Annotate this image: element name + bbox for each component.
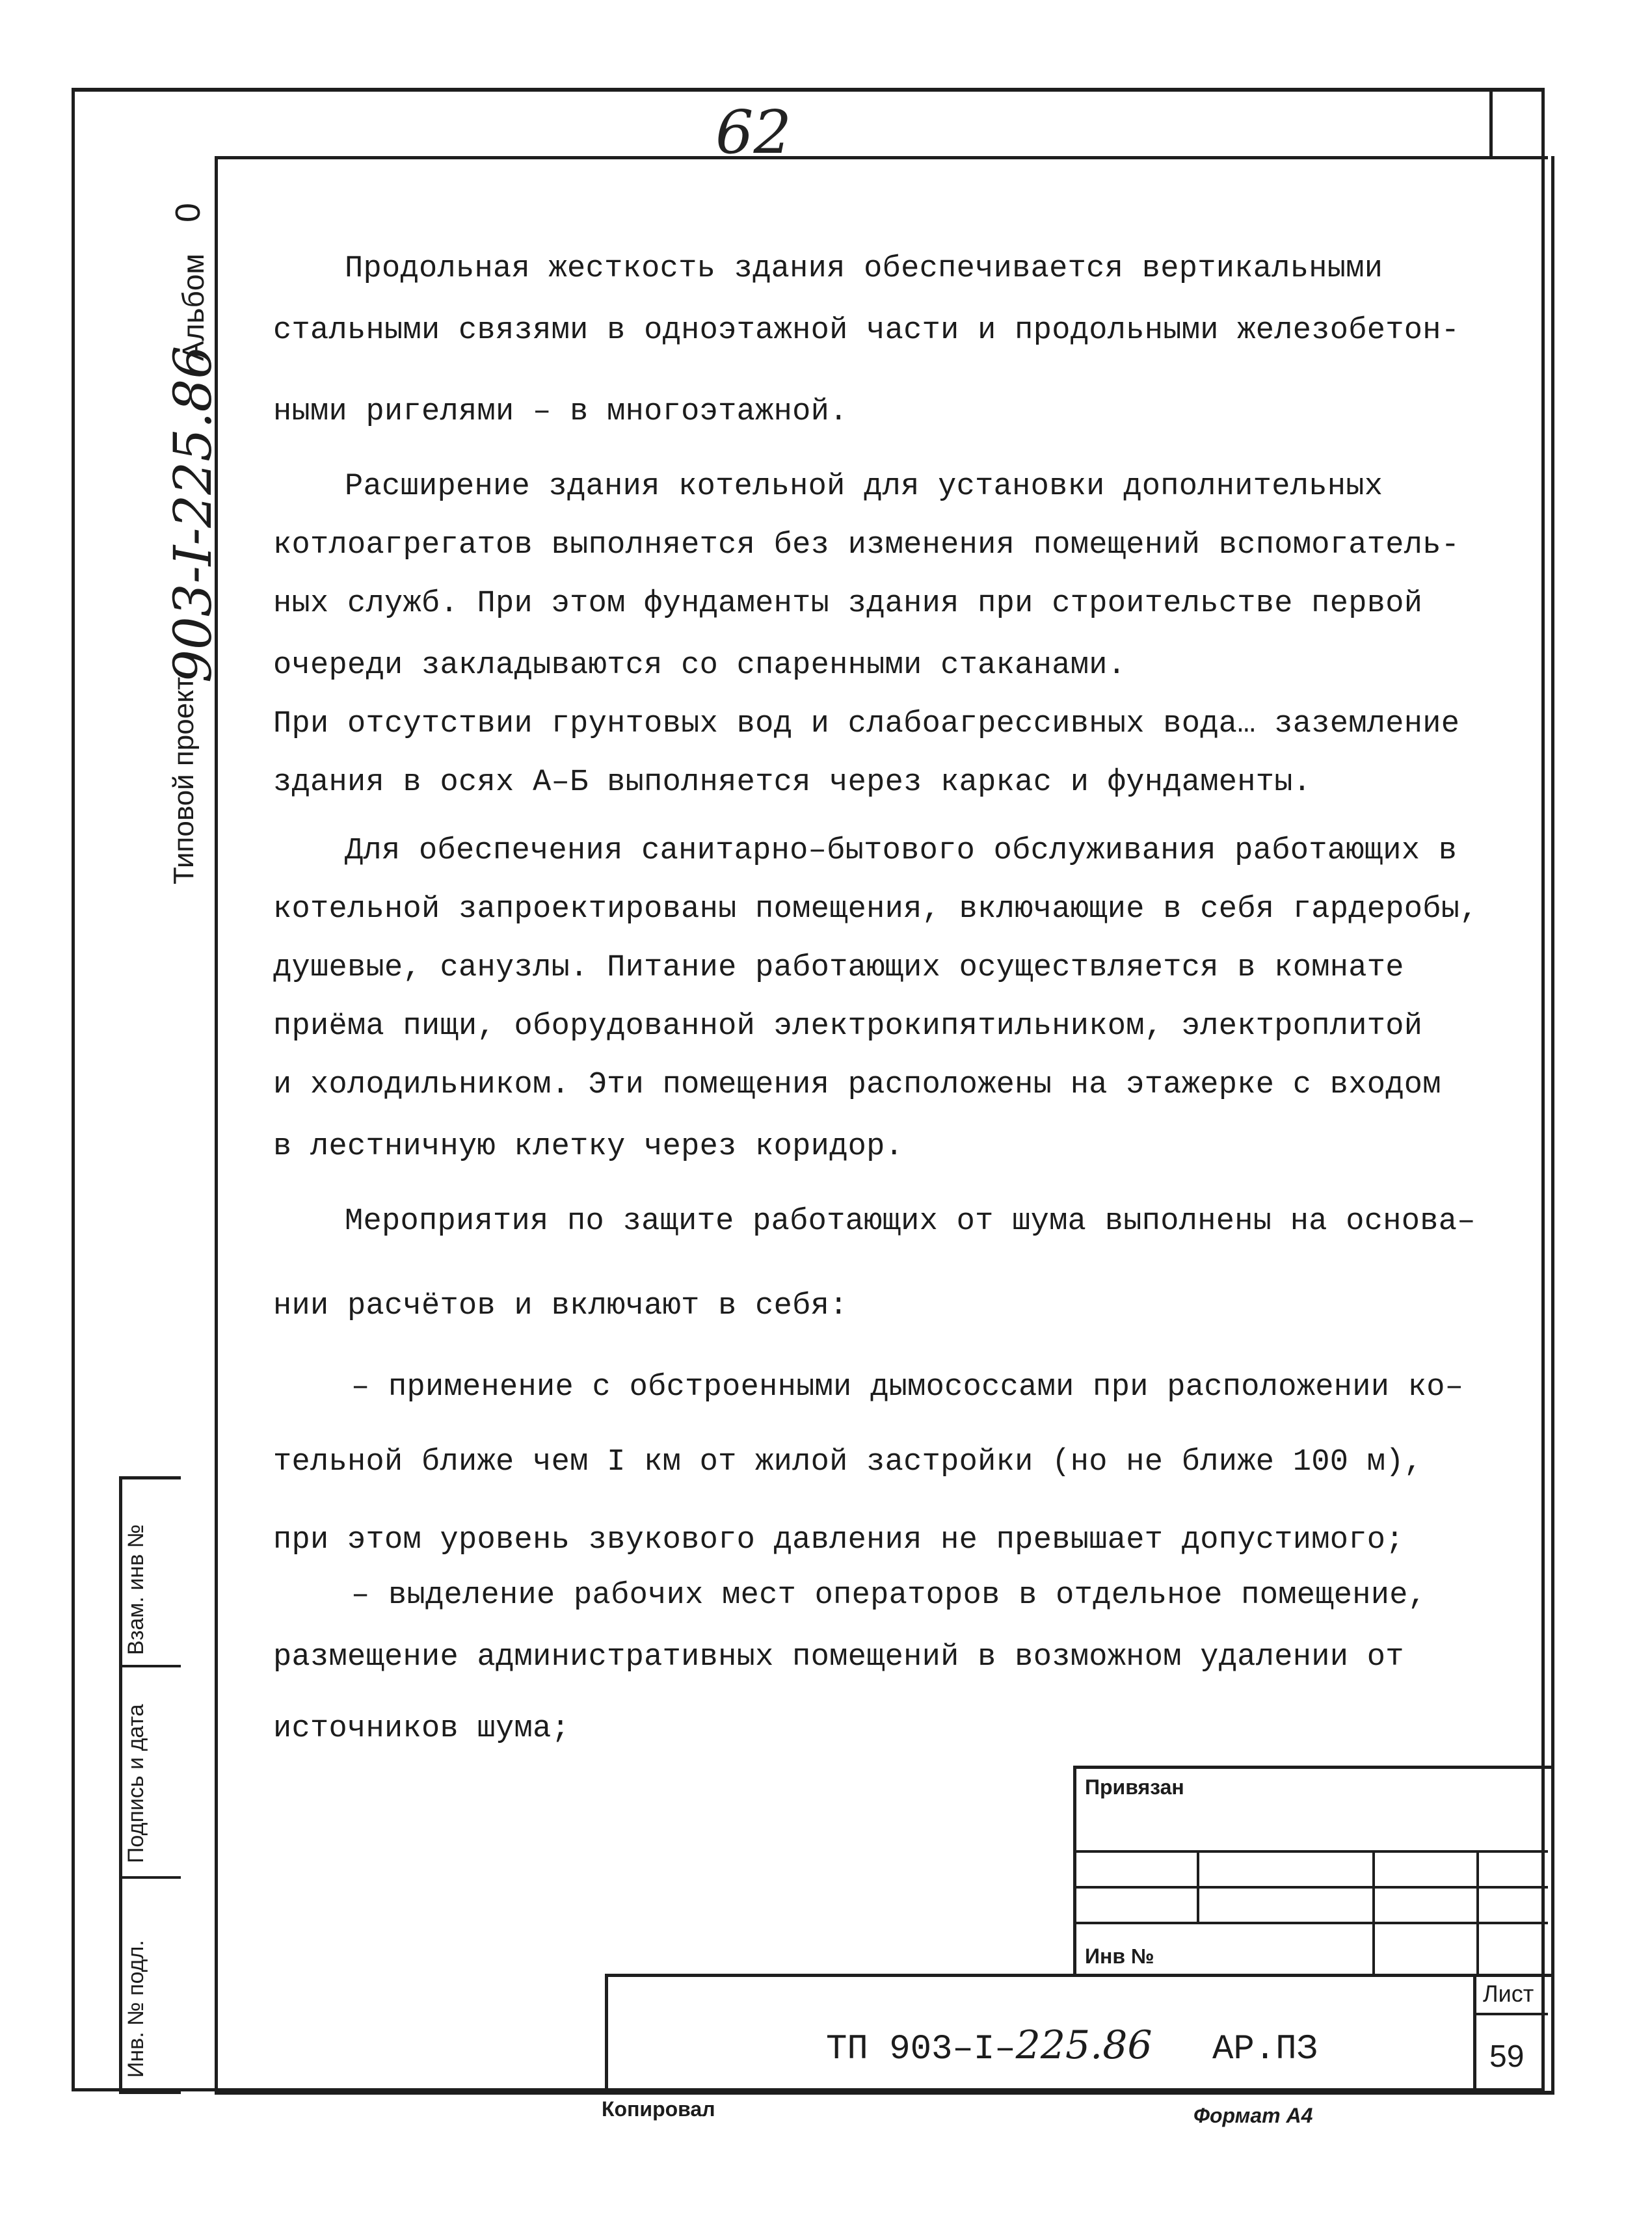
stamp-inv-podl: Инв. № подл. <box>124 1940 148 2078</box>
body-line: Продольная жесткость здания обеспечивается вертикальными <box>345 252 1383 286</box>
inv-no-label: Инв № <box>1085 1944 1154 1968</box>
stamp-vzam-inv: Взам. инв № <box>124 1524 148 1655</box>
body-line: нии расчётов и включают в себя: <box>273 1289 848 1323</box>
doc-code-suffix: АР.ПЗ <box>1212 2030 1318 2069</box>
privyazan-label: Привязан <box>1085 1775 1184 1799</box>
title-block-rule <box>1372 1850 1375 1974</box>
body-line: при этом уровень звукового давления не превышает допустимого; <box>273 1523 1404 1558</box>
body-line: очереди закладываются со спаренными стаканами. <box>273 648 1126 683</box>
document-code <box>826 2022 1318 2069</box>
stamp-separator <box>119 1665 181 1667</box>
body-line: – выделение рабочих мест операторов в отдельное помещение, <box>351 1578 1427 1613</box>
doc-code-prefix: ТП 903–I– <box>826 2030 1016 2069</box>
body-line: размещение административных помещений в возможном удалении от <box>273 1640 1404 1675</box>
inner-frame-top-line <box>215 156 1548 159</box>
body-line: приёма пищи, оборудованной электрокипятильником, электроплитой <box>273 1009 1423 1044</box>
body-line: Для обеспечения санитарно–бытового обслуживания работающих в <box>345 834 1458 868</box>
sidebar-project-number: 903-I-225.86 <box>163 345 223 683</box>
body-line: ными ригелями – в многоэтажной. <box>273 395 848 429</box>
top-right-box <box>1489 88 1554 156</box>
body-line: и холодильником. Эти помещения расположены на этажерке с входом <box>273 1068 1441 1102</box>
sheet-label: Лист <box>1483 1980 1534 2007</box>
stamp-separator <box>119 1876 181 1879</box>
title-block-rule <box>1197 1850 1199 1922</box>
body-line: Расширение здания котельной для установки дополнительных <box>345 470 1383 504</box>
title-block-rule <box>1473 2013 1548 2015</box>
body-line: – применение с обстроенными дымососсами при расположении ко– <box>351 1370 1464 1405</box>
sidebar-project-label: Типовой проект <box>168 676 200 884</box>
body-line: душевые, санузлы. Питание работающих осуществляется в комнате <box>273 951 1404 985</box>
body-line: При отсутствии грунтовых вод и слабоагрессивных вода… заземление <box>273 707 1460 741</box>
body-line: здания в осях А–Б выполняется через каркас и фундаменты. <box>273 765 1312 800</box>
body-line: Мероприятия по защите работающих от шума выполнены на основа– <box>345 1204 1476 1239</box>
doc-code-number: 225.86 <box>1015 2022 1152 2068</box>
sidebar-album-label: Альбом <box>176 253 210 361</box>
body-line: стальными связями в одноэтажной части и продольными железобетон- <box>273 313 1460 348</box>
body-line: ных служб. При этом фундаменты здания при строительстве первой <box>273 587 1423 621</box>
body-line: в лестничную клетку через коридор. <box>273 1130 904 1164</box>
body-line: котельной запроектированы помещения, включающие в себя гардеробы, <box>273 892 1478 927</box>
body-line: источников шума; <box>273 1712 570 1746</box>
page-number: 62 <box>715 98 792 167</box>
footer-copied: Копировал <box>602 2097 715 2121</box>
stamp-podpis-data: Подпись и дата <box>124 1704 148 1863</box>
sheet-number: 59 <box>1489 2039 1525 2074</box>
sidebar-album-number: 0 <box>168 202 207 222</box>
title-block-rule <box>1473 1974 1476 2091</box>
body-line: тельной ближе чем I км от жилой застройки (но не ближе 100 м), <box>273 1445 1423 1479</box>
title-block-rule <box>1476 1850 1479 1974</box>
footer-format: Формат А4 <box>1193 2104 1313 2127</box>
body-line: котлоагрегатов выполняется без изменения помещений вспомогатель- <box>273 528 1460 563</box>
